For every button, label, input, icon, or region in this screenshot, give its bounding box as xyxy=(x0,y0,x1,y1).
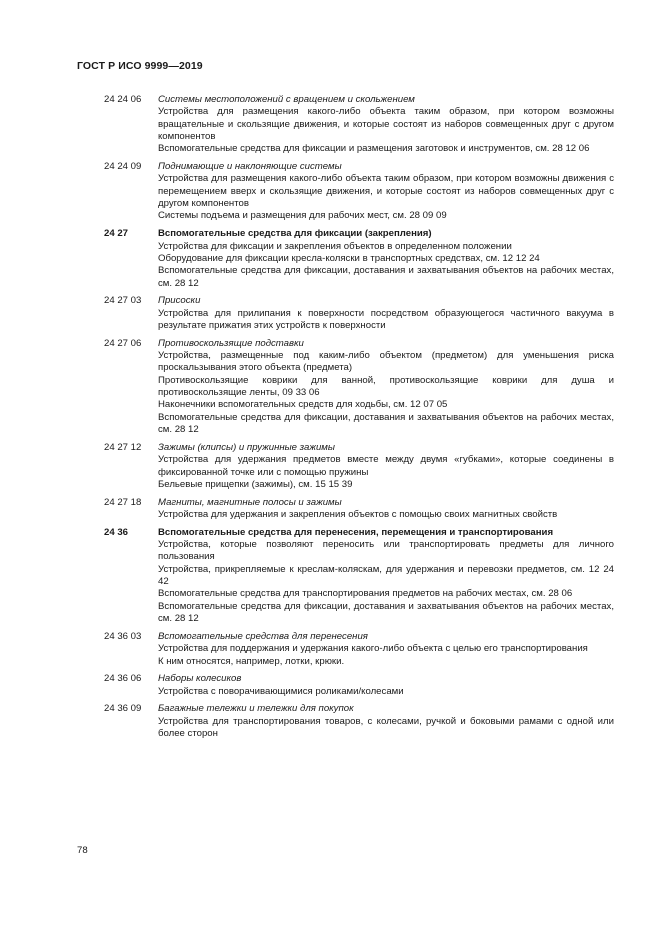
entry-body xyxy=(158,442,614,491)
entry-paragraph: Устройства для поддержания и удержания какого-либо объекта с целью его транспортирования xyxy=(158,643,588,655)
entry-paragraph: Наконечники вспомогательных средств для ходьбы, см. 12 07 05 xyxy=(158,399,448,411)
entry-title: Багажные тележки и тележки для покупок xyxy=(158,703,354,715)
document-header: ГОСТ Р ИСО 9999—2019 xyxy=(77,60,203,72)
entry-body xyxy=(158,673,614,698)
entry-code: 24 27 03 xyxy=(104,295,142,307)
entry-body xyxy=(158,94,614,156)
entry-code: 24 27 xyxy=(104,228,129,240)
entry-paragraph: Устройства для удержания и закрепления объектов с помощью своих магнитных свойств xyxy=(158,509,558,520)
entry-paragraph: Устройства для прилипания к поверхности посредством образующегося частичного вакуума в результате прижатия этих устройств к поверхности xyxy=(158,307,614,332)
entry-code: 24 36 09 xyxy=(104,703,142,715)
entry-code: 24 24 06 xyxy=(104,94,142,105)
entry-paragraph: Устройства, прикрепляемые к креслам-коляскам, для удержания и перевозки предметов, см. 12 24 42 xyxy=(158,563,614,588)
page-number: 78 xyxy=(77,845,88,856)
entry-title: Зажимы (клипсы) и пружинные зажимы xyxy=(158,441,335,453)
entry-title: Вспомогательные средства для перенесения, перемещения и транспортирования xyxy=(158,526,554,538)
entry-code: 24 24 09 xyxy=(104,161,142,173)
classification-list xyxy=(104,94,614,746)
classification-entry xyxy=(104,631,614,668)
classification-entry xyxy=(104,94,614,156)
entry-paragraph: Вспомогательные средства для фиксации, доставания и захватывания объектов на рабочих местах, см. 28 12 xyxy=(158,411,614,436)
entry-body xyxy=(158,497,614,522)
classification-entry xyxy=(104,295,614,332)
entry-paragraph: Вспомогательные средства для фиксации, доставания и захватывания объектов на рабочих местах, см. 28 12 xyxy=(158,600,614,625)
entry-code: 24 27 06 xyxy=(104,337,142,349)
entry-paragraph: Оборудование для фиксации кресла-коляски в транспортных средствах, см. 12 12 24 xyxy=(158,252,540,264)
entry-paragraph: Устройства для размещения какого-либо объекта таким образом, при котором возможны вращательные и скользящие движения, и которые состоят из наборов совмещенных друг с другом компонентов xyxy=(158,106,614,143)
entry-code: 24 36 xyxy=(104,526,129,538)
entry-paragraph: Устройства для размещения какого-либо объекта таким образом, при котором возможны движения с перемещением вверх и скользящие движения, и которые состоят из наборов совмещенных друг с другом компонентов xyxy=(158,173,614,210)
entry-paragraph: Противоскользящие коврики для ванной, противоскользящие коврики для душа и противоскользящие ленты, 09 33 06 xyxy=(158,374,614,399)
entry-paragraph: Системы подъема и размещения для рабочих мест, см. 28 09 09 xyxy=(158,210,447,222)
entry-paragraph: Устройства с поворачивающимися роликами/колесами xyxy=(158,685,404,697)
entry-title: Вспомогательные средства для фиксации (закрепления) xyxy=(158,228,432,240)
entry-code: 24 36 06 xyxy=(104,673,142,685)
entry-body xyxy=(158,295,614,332)
entry-title: Магниты, магнитные полосы и зажимы xyxy=(158,496,342,508)
entry-paragraph: Устройства для удержания предметов вместе между двумя «губками», которые соединены в фиксированной точке или с помощью пружины xyxy=(158,454,614,478)
entry-paragraph: Устройства для транспортирования товаров, с колесами, ручкой и боковыми рамами с одной или более сторон xyxy=(158,715,614,740)
entry-body xyxy=(158,703,614,740)
entry-title: Вспомогательные средства для перенесения xyxy=(158,630,368,642)
classification-entry xyxy=(104,442,614,491)
entry-paragraph: К ним относятся, например, лотки, крюки. xyxy=(158,655,345,667)
entry-title: Наборы колесиков xyxy=(158,673,242,685)
entry-body xyxy=(158,338,614,437)
classification-entry xyxy=(104,673,614,698)
classification-entry xyxy=(104,161,614,223)
entry-title: Присоски xyxy=(158,295,201,307)
entry-paragraph: Вспомогательные средства для транспортирования предметов на рабочих местах, см. 28 06 xyxy=(158,588,573,600)
entry-paragraph: Вспомогательные средства для фиксации, доставания и захватывания объектов на рабочих местах, см. 28 12 xyxy=(158,265,614,289)
entry-code: 24 36 03 xyxy=(104,630,142,642)
entry-title: Противоскользящие подставки xyxy=(158,337,304,349)
entry-paragraph: Устройства, размещенные под каким-либо объектом (предметом) для уменьшения риска проскальзывания этого объекта (предмета) xyxy=(158,350,614,374)
entry-body xyxy=(158,161,614,223)
entry-body xyxy=(158,228,614,290)
entry-body xyxy=(158,527,614,626)
entry-title: Системы местоположений с вращением и скольжением xyxy=(158,94,415,105)
entry-title: Поднимающие и наклоняющие системы xyxy=(158,161,342,173)
classification-entry xyxy=(104,527,614,626)
entry-code: 24 27 12 xyxy=(104,441,142,453)
entry-paragraph: Бельевые прищепки (зажимы), см. 15 15 39 xyxy=(158,478,353,490)
entry-body xyxy=(158,631,614,668)
entry-paragraph: Устройства, которые позволяют переносить или транспортировать предметы для личного пользования xyxy=(158,539,614,563)
entry-paragraph: Вспомогательные средства для фиксации и размещения заготовок и инструментов, см. 28 12 06 xyxy=(158,143,590,155)
entry-code: 24 27 18 xyxy=(104,496,142,508)
classification-entry xyxy=(104,703,614,740)
classification-entry xyxy=(104,497,614,522)
classification-entry xyxy=(104,228,614,290)
classification-entry xyxy=(104,338,614,437)
entry-paragraph: Устройства для фиксации и закрепления объектов в определенном положении xyxy=(158,240,512,252)
